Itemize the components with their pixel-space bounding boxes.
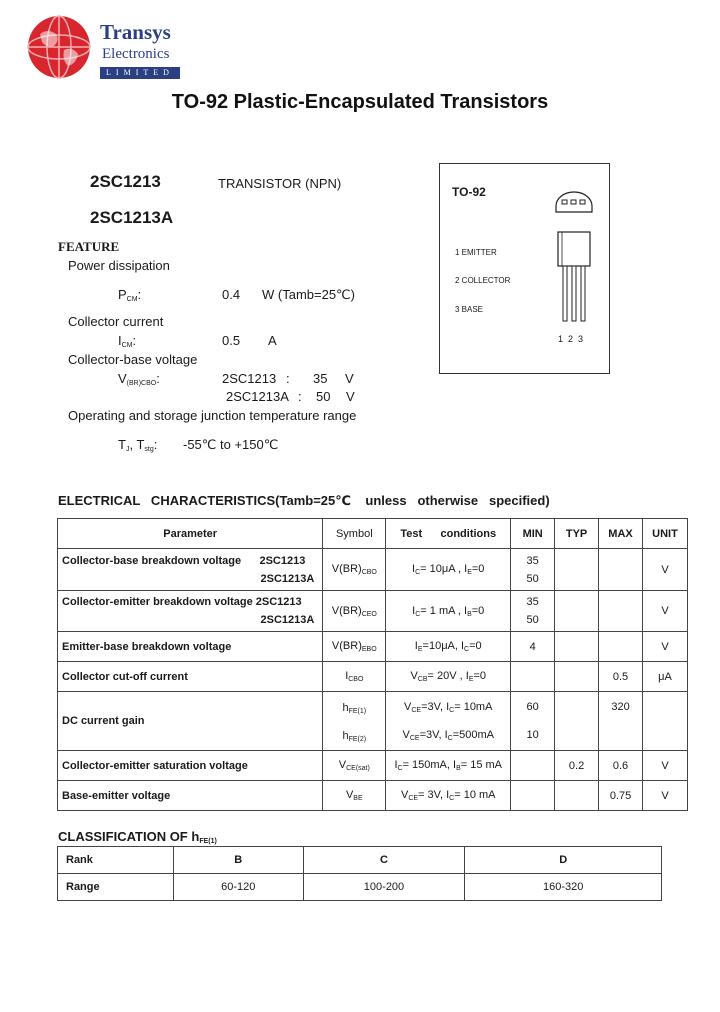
header-conditions: Test conditions — [386, 519, 511, 549]
min-cell — [511, 662, 555, 692]
rank-row — [58, 847, 662, 874]
range-row — [58, 874, 662, 901]
vcbo-unit-1: V — [345, 371, 354, 386]
vcbo-value-1: 35 — [313, 371, 328, 386]
condition-cell: $I_C= 150mA$, $I_B= 15$ mA — [386, 751, 511, 781]
rank-b: B — [173, 847, 303, 874]
vcbo-part-2: 2SC1213A — [226, 389, 289, 404]
min-cell — [511, 781, 555, 811]
electrical-heading: ELECTRICAL CHARACTERISTICS(Tamb=25℃ unless otherwise specified) — [58, 493, 550, 508]
typ-cell: 0.2 — [555, 751, 599, 781]
header-unit: UNIT — [643, 519, 688, 549]
typ-cell — [555, 591, 599, 632]
condition-cell: $V_{CB}= 20V$ , $I_E=0$ — [386, 662, 511, 692]
max-cell: 0.5 — [599, 662, 643, 692]
param-cell: Emitter-base breakdown voltage — [58, 632, 323, 662]
table-row — [58, 692, 688, 751]
globe-logo-icon — [26, 14, 92, 80]
company-limited: LIMITED — [100, 67, 180, 79]
table-row — [58, 751, 688, 781]
unit-cell — [643, 692, 688, 751]
header-symbol: Symbol — [323, 519, 386, 549]
classification-table — [57, 846, 662, 901]
typ-cell — [555, 692, 599, 751]
temperature-value: -55℃ to +150℃ — [183, 437, 279, 452]
icm-symbol: $I_{CM}$: — [118, 333, 137, 349]
table-row — [58, 591, 688, 632]
typ-cell — [555, 662, 599, 692]
part-number-1: 2SC1213 — [90, 172, 161, 191]
symbol-cell: $V(BR)_{EBO}$ — [323, 632, 386, 662]
condition-cell: $I_C= 1$ mA , $I_B=0$ — [386, 591, 511, 632]
param-cell: Collector cut-off current — [58, 662, 323, 692]
max-cell: 0.75 — [599, 781, 643, 811]
icm-value: 0.5 — [222, 333, 241, 348]
min-cell: 4 — [511, 632, 555, 662]
condition-cell: $V_{CE}= 3V$, $I_C= 10$ mA — [386, 781, 511, 811]
min-cell: 60 10 — [511, 692, 555, 751]
range-label: Range — [58, 874, 174, 901]
symbol-cell: $h_{FE(1)}$ $h_{FE(2)}$ — [323, 692, 386, 751]
max-cell — [599, 632, 643, 662]
unit-cell: V — [643, 549, 688, 591]
collector-current-label: Collector current — [68, 314, 164, 329]
vcbo-sep-2: : — [298, 389, 302, 404]
temperature-label: Operating and storage junction temperature range — [68, 408, 357, 423]
rank-d: D — [465, 847, 662, 874]
pin-numbers: 1 2 3 — [558, 334, 584, 344]
package-title: TO-92 — [452, 185, 486, 199]
part-number-2: 2SC1213A — [90, 208, 174, 227]
symbol-cell: $I_{CBO}$ — [323, 662, 386, 692]
vcbo-sep-1: : — [286, 371, 290, 386]
part-type: TRANSISTOR (NPN) — [218, 176, 342, 191]
min-cell: 35 50 — [511, 591, 555, 632]
min-cell: 35 50 — [511, 549, 555, 591]
param-cell: Collector-base breakdown voltage 2SC1213 2SC1213A — [58, 549, 323, 591]
max-cell: 320 — [599, 692, 643, 751]
table-row — [58, 549, 688, 591]
rank-label: Rank — [58, 847, 174, 874]
header-max: MAX — [599, 519, 643, 549]
company-division: Electronics — [102, 46, 170, 62]
max-cell — [599, 549, 643, 591]
vcbo-value-2: 50 — [316, 389, 331, 404]
vcbo-symbol: $V_{(BR)CBO}$: — [118, 371, 160, 387]
package-diagram — [439, 163, 610, 374]
unit-cell: μA — [643, 662, 688, 692]
pin-1-label: 1 EMITTER — [455, 248, 497, 257]
header-typ: TYP — [555, 519, 599, 549]
condition-cell: $V_{CE}=3V$, $I_C= 10mA$ $V_{CE}=3V$, $I_C=500mA$ — [386, 692, 511, 751]
pin-2-label: 2 COLLECTOR — [455, 276, 511, 285]
unit-cell: V — [643, 591, 688, 632]
header-parameter: Parameter — [58, 519, 323, 549]
to92-package-icon — [548, 186, 600, 326]
range-b: 60-120 — [173, 874, 303, 901]
classification-heading: CLASSIFICATION OF $h_{FE(1)}$ — [58, 829, 217, 845]
table-row — [58, 632, 688, 662]
symbol-cell: $V(BR)_{CEO}$ — [323, 591, 386, 632]
power-dissipation-label: Power dissipation — [68, 258, 170, 273]
header-min: MIN — [511, 519, 555, 549]
range-d: 160-320 — [465, 874, 662, 901]
param-cell: Collector-emitter breakdown voltage 2SC1213 2SC1213A — [58, 591, 323, 632]
range-c: 100-200 — [303, 874, 465, 901]
unit-cell: V — [643, 751, 688, 781]
symbol-cell: $V_{CE(sat)}$ — [323, 751, 386, 781]
vcbo-unit-2: V — [346, 389, 355, 404]
pin-3-label: 3 BASE — [455, 305, 484, 314]
max-cell — [599, 591, 643, 632]
condition-cell: $I_C= 10\mu A$ , $I_E=0$ — [386, 549, 511, 591]
icm-unit: A — [268, 333, 277, 348]
unit-cell: V — [643, 781, 688, 811]
table-row — [58, 781, 688, 811]
typ-cell — [555, 781, 599, 811]
max-cell: 0.6 — [599, 751, 643, 781]
vcbo-part-1: 2SC1213 — [222, 371, 277, 386]
company-name: Transys — [100, 20, 171, 44]
rank-c: C — [303, 847, 465, 874]
symbol-cell: $V(BR)_{CBO}$ — [323, 549, 386, 591]
pcm-unit: W (Tamb=25℃) — [262, 287, 355, 302]
param-cell: Base-emitter voltage — [58, 781, 323, 811]
temperature-symbol: $T_J$, $T_{stg}$: — [118, 437, 158, 453]
typ-cell — [555, 632, 599, 662]
table-header-row — [58, 519, 688, 549]
param-cell: DC current gain — [58, 692, 323, 751]
electrical-table — [57, 518, 688, 811]
table-row — [58, 662, 688, 692]
min-cell — [511, 751, 555, 781]
pcm-symbol: $P_{CM}$: — [118, 287, 142, 303]
unit-cell: V — [643, 632, 688, 662]
cb-voltage-label: Collector-base voltage — [68, 352, 198, 367]
symbol-cell: $V_{BE}$ — [323, 781, 386, 811]
pcm-value: 0.4 — [222, 287, 241, 302]
feature-heading: FEATURE — [58, 239, 120, 254]
param-cell: Collector-emitter saturation voltage — [58, 751, 323, 781]
typ-cell — [555, 549, 599, 591]
condition-cell: $I_E=10\mu A$, $I_C=0$ — [386, 632, 511, 662]
page-title: TO-92 Plastic-Encapsulated Transistors — [171, 91, 549, 113]
